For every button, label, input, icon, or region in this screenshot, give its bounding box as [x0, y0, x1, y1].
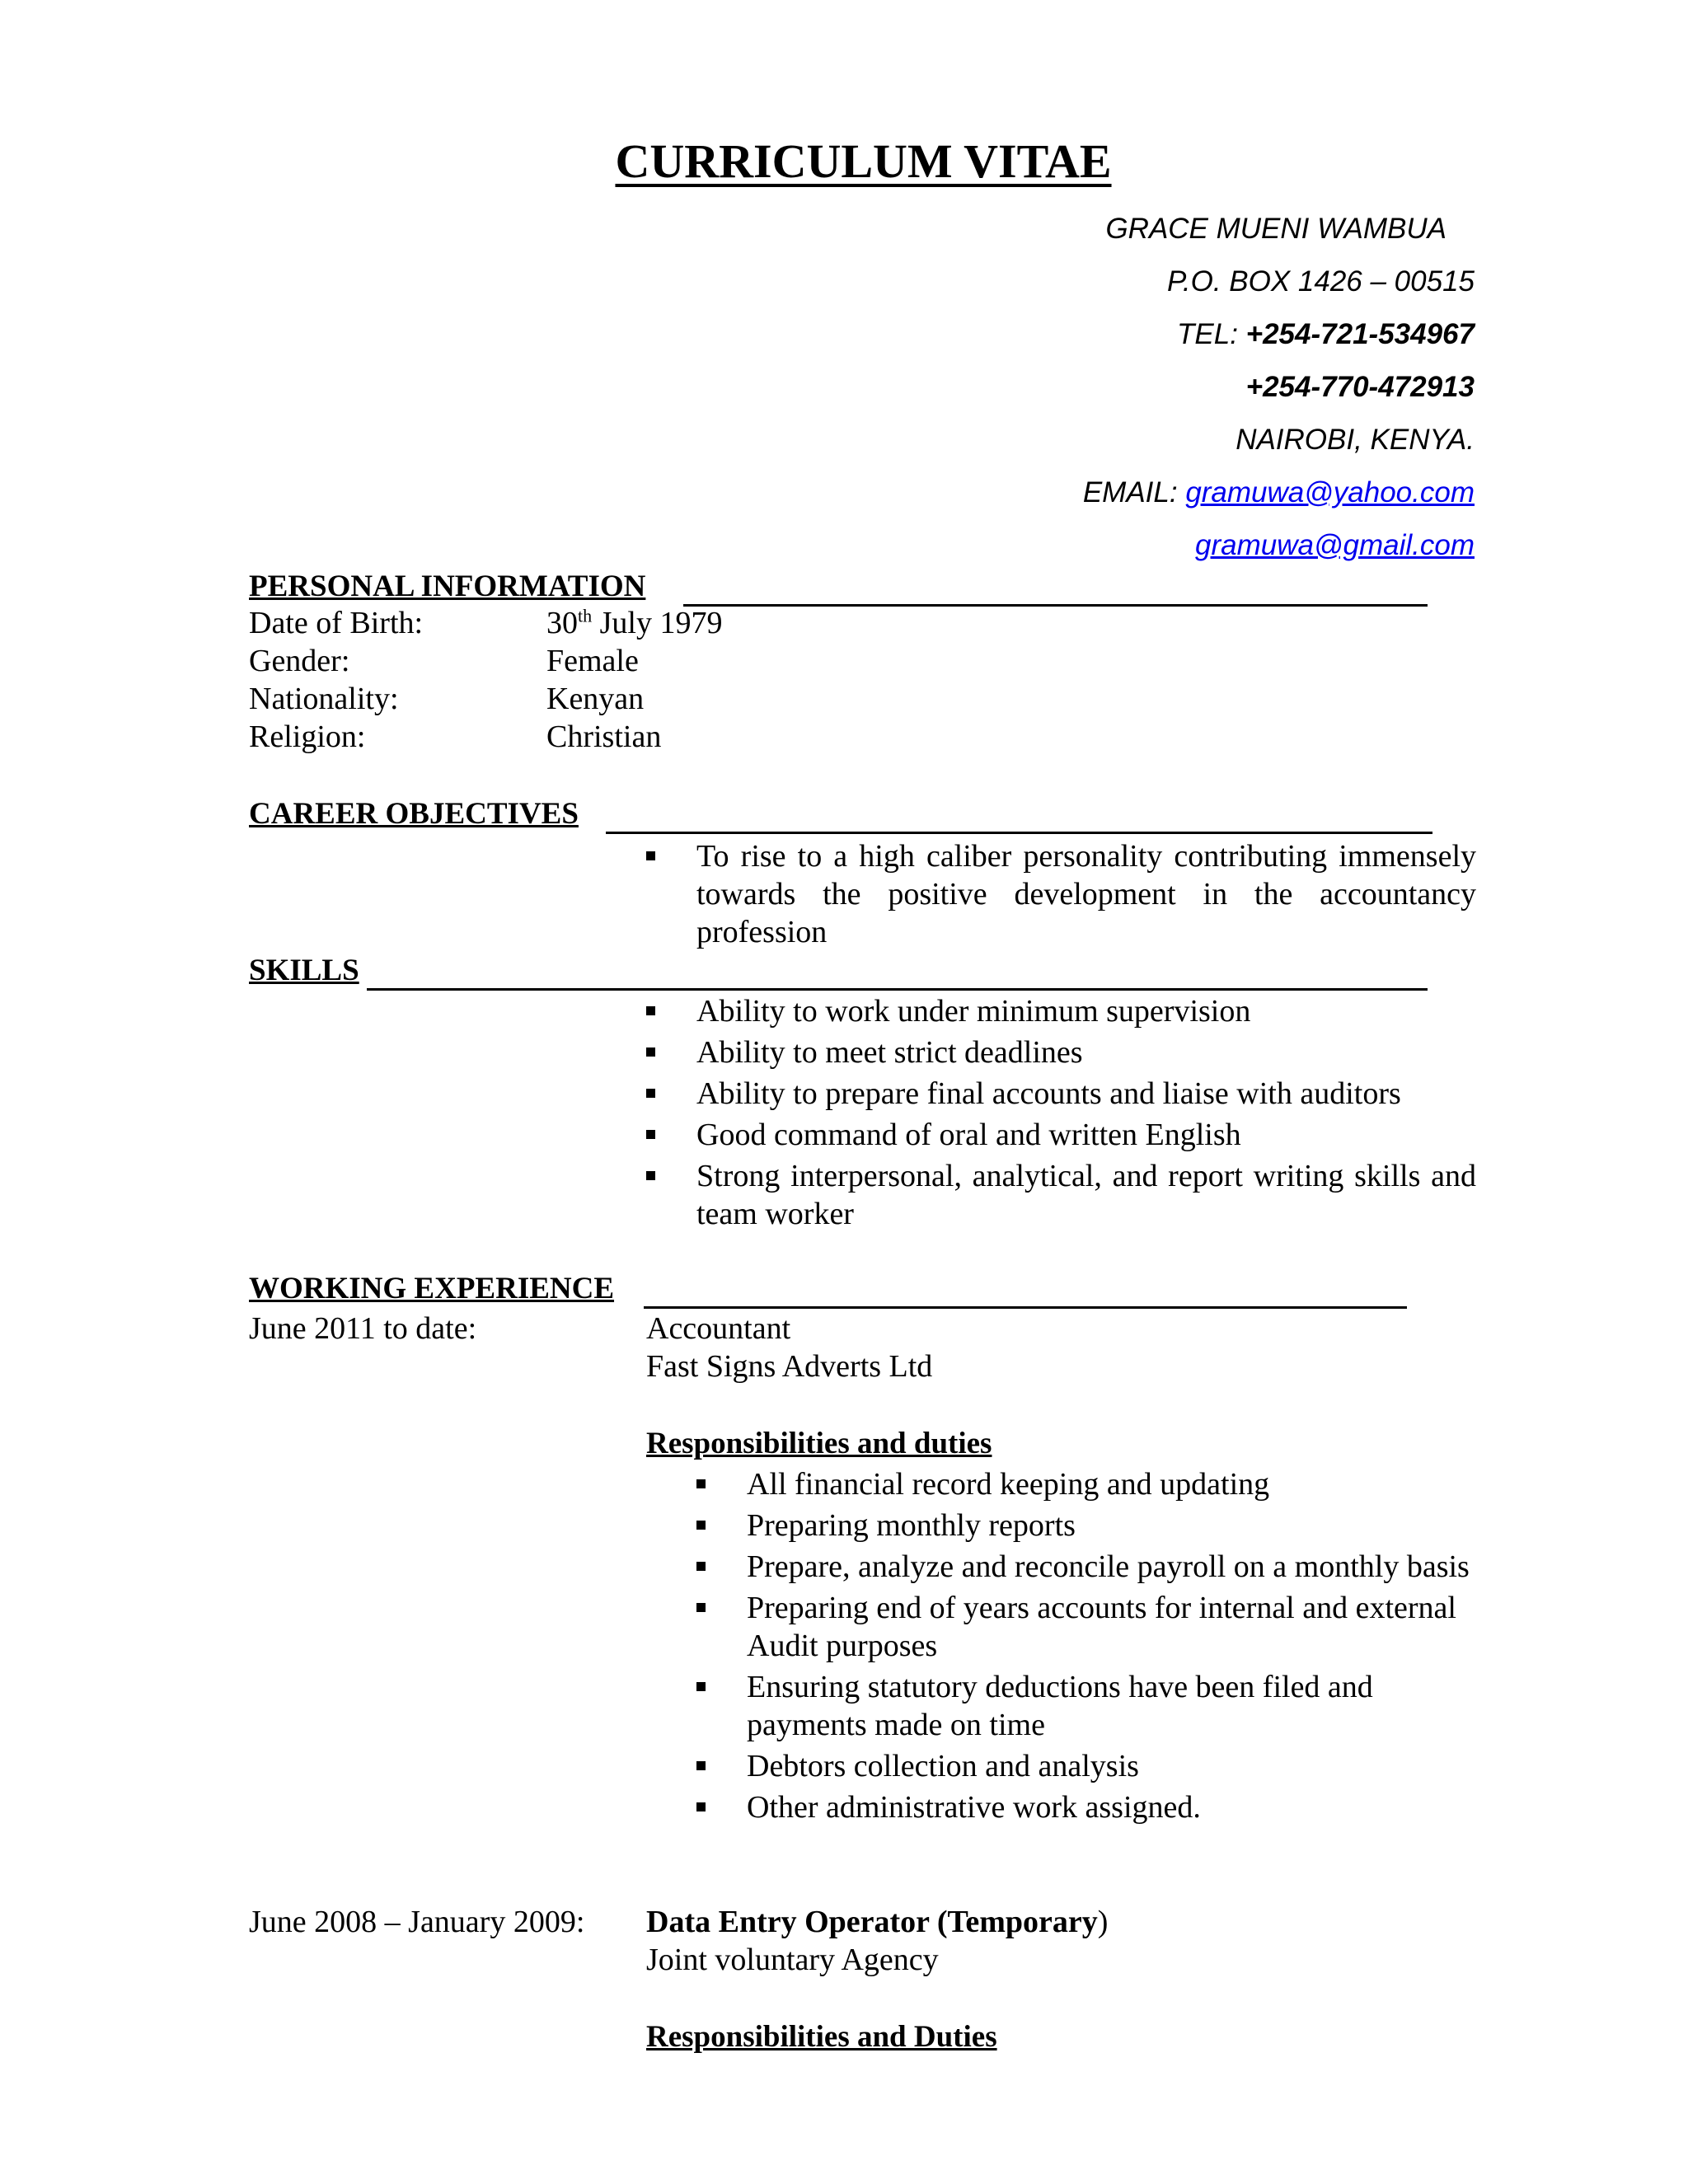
dob-value: 30th July 1979 [546, 605, 723, 640]
list-item: Ability to work under minimum supervision [646, 992, 1476, 1030]
gender-value: Female [546, 644, 639, 678]
job-duties-list [696, 1465, 1471, 1830]
job-duties-heading: Responsibilities and Duties [646, 2020, 997, 2054]
contact-city: NAIROBI, KENYA. [1236, 424, 1475, 456]
contact-telephone-2 [1246, 371, 1475, 404]
contact-telephone [1177, 318, 1475, 351]
list-item: Preparing end of years accounts for internal and external Audit purposes [696, 1589, 1471, 1665]
job-company: Joint voluntary Agency [646, 1943, 939, 1977]
job-company: Fast Signs Adverts Ltd [646, 1349, 933, 1384]
tel-number-1: +254-721-534967 [1245, 318, 1475, 350]
list-item: Ability to prepare final accounts and liaise with auditors [646, 1075, 1476, 1113]
list-item: Other administrative work assigned. [696, 1788, 1471, 1826]
contact-name: GRACE MUENI WAMBUA [1105, 213, 1447, 245]
document-title: CURRICULUM VITAE [615, 134, 1112, 188]
email-link-gmail[interactable]: gramuwa@gmail.com [1195, 529, 1475, 561]
contact-po-box: P.O. BOX 1426 – 00515 [1167, 265, 1475, 298]
job-period: June 2011 to date: [249, 1311, 477, 1346]
job-duties-heading: Responsibilities and duties [646, 1427, 992, 1460]
job-role: Accountant [646, 1311, 791, 1346]
section-heading-working-experience: WORKING EXPERIENCE [249, 1271, 1407, 1306]
list-item: Debtors collection and analysis [696, 1747, 1471, 1785]
list-item: Prepare, analyze and reconcile payroll on a monthly basis [696, 1548, 1471, 1586]
list-item: All financial record keeping and updating [696, 1465, 1471, 1503]
career-objectives-list [646, 837, 1476, 954]
gender-label: Gender: [249, 644, 350, 678]
religion-value: Christian [546, 719, 662, 754]
section-heading-skills: SKILLS [249, 953, 1428, 988]
nationality-value: Kenyan [546, 682, 645, 716]
section-heading-personal-information: PERSONAL INFORMATION [249, 569, 1428, 604]
list-item: Ensuring statutory deductions have been filed and payments made on time [696, 1668, 1471, 1744]
religion-label: Religion: [249, 719, 366, 754]
list-item: To rise to a high caliber personality contributing immensely towards the positive development in the accountancy profession [646, 837, 1476, 951]
list-item: Good command of oral and written English [646, 1116, 1476, 1154]
list-item: Strong interpersonal, analytical, and report writing skills and team worker [646, 1157, 1476, 1233]
skills-list [646, 992, 1476, 1236]
section-heading-career-objectives: CAREER OBJECTIVES [249, 796, 1432, 832]
tel-number-2: +254-770-472913 [1245, 371, 1475, 403]
dob-label: Date of Birth: [249, 606, 424, 640]
job-period: June 2008 – January 2009: [249, 1905, 585, 1939]
contact-email [1083, 476, 1475, 509]
email-label: EMAIL: [1082, 476, 1178, 509]
tel-label: TEL: [1177, 318, 1238, 350]
nationality-label: Nationality: [249, 682, 399, 716]
contact-email-2 [1195, 529, 1475, 562]
list-item: Preparing monthly reports [696, 1507, 1471, 1544]
job-role: Data Entry Operator (Temporary) [646, 1905, 1109, 1939]
email-link-yahoo[interactable]: gramuwa@yahoo.com [1185, 476, 1475, 509]
list-item: Ability to meet strict deadlines [646, 1033, 1476, 1071]
